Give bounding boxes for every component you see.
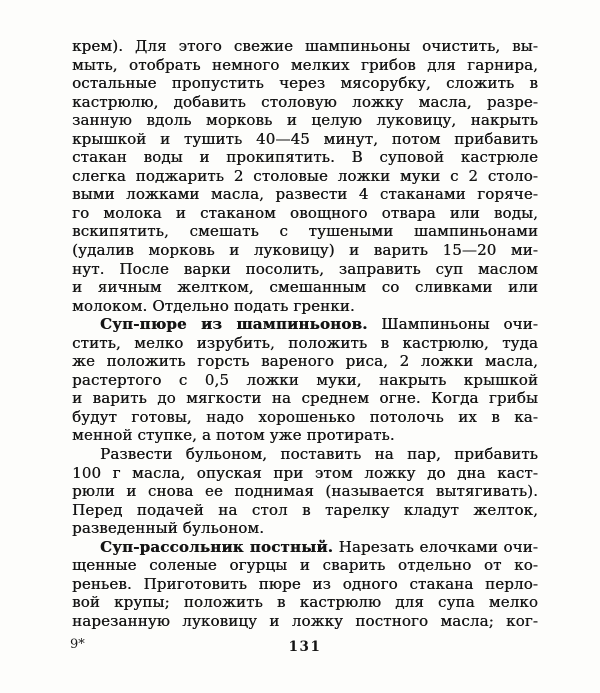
page-text <box>72 37 538 631</box>
text-line: крем). Для этого свежие шампиньоны очистить, вы- <box>72 37 538 55</box>
text-line: Развести бульоном, поставить на пар, прибавить <box>100 445 538 464</box>
text-line: реньев. Приготовить пюре из одного стакана перло- <box>72 574 538 593</box>
text-line: Суп-рассольник постный. Нарезать елочками очи- <box>100 537 539 556</box>
text-line: стить, мелко изрубить, положить в кастрюлю, туда <box>72 333 538 352</box>
text-line: выми ложками масла, развести 4 стаканами горяче- <box>72 185 538 204</box>
text-line: нут. После варки посолить, заправить суп маслом <box>72 259 538 278</box>
text-line: нарезанную луковицу и ложку постного масла; ког- <box>72 611 538 630</box>
text-line: Перед подачей на стол в тарелку кладут желток, <box>72 500 538 519</box>
text-line: остальные пропустить через мясорубку, сложить в <box>72 74 538 93</box>
text-line: стакан воды и прокипятить. В суповой кастрюле <box>72 148 538 167</box>
text-line: 100 г масла, опуская при этом ложку до дна каст- <box>72 463 538 482</box>
text-line: го молока и стаканом овощного отвара или воды, <box>72 203 538 222</box>
text-line: (удалив морковь и луковицу) и варить 15—20 ми- <box>72 241 538 260</box>
text-line: крышкой и тушить 40—45 минут, потом прибавить <box>72 129 538 148</box>
text-line: рюли и снова ее поднимая (называется вытягивать). <box>72 482 538 501</box>
text-line: разведенный бульоном. <box>72 519 265 538</box>
text-line: и варить до мягкости на среднем огне. Когда грибы <box>72 389 538 408</box>
recipe-heading: Суп-рассольник постный. <box>100 537 334 556</box>
text-line: вскипятить, смешать с тушеными шампиньонами <box>72 222 538 241</box>
text-line: будут готовы, надо хорошенько потолочь их в ка- <box>72 407 538 426</box>
text-line: щенные соленые огурцы и сварить отдельно от ко- <box>72 556 538 575</box>
text-line: Суп-пюре из шампиньонов. Шампиньоны очи- <box>100 315 538 334</box>
text-line: занную вдоль морковь и целую луковицу, накрыть <box>72 111 538 130</box>
recipe-heading: Суп-пюре из шампиньонов. <box>100 315 368 334</box>
text-line: кастрюлю, добавить столовую ложку масла, разре- <box>72 92 538 111</box>
printer-signature-mark: 9* <box>70 637 85 652</box>
text-line: слегка поджарить 2 столовые ложки муки с 2 столо- <box>72 166 538 185</box>
text-line: растертого с 0,5 ложки муки, накрыть крышкой <box>72 370 538 389</box>
text-line: вой крупы; положить в кастрюлю для супа мелко <box>72 593 538 612</box>
text-line: молоком. Отдельно подать гренки. <box>72 296 355 315</box>
text-line: менной ступке, а потом уже протирать. <box>72 426 395 445</box>
text-line: и яичным желтком, смешанным со сливками или <box>72 278 538 297</box>
text-line: же положить горсть вареного риса, 2 ложки масла, <box>72 352 538 371</box>
page-number: 131 <box>288 639 322 655</box>
text-line: мыть, отобрать немного мелких грибов для гарнира, <box>72 55 538 74</box>
